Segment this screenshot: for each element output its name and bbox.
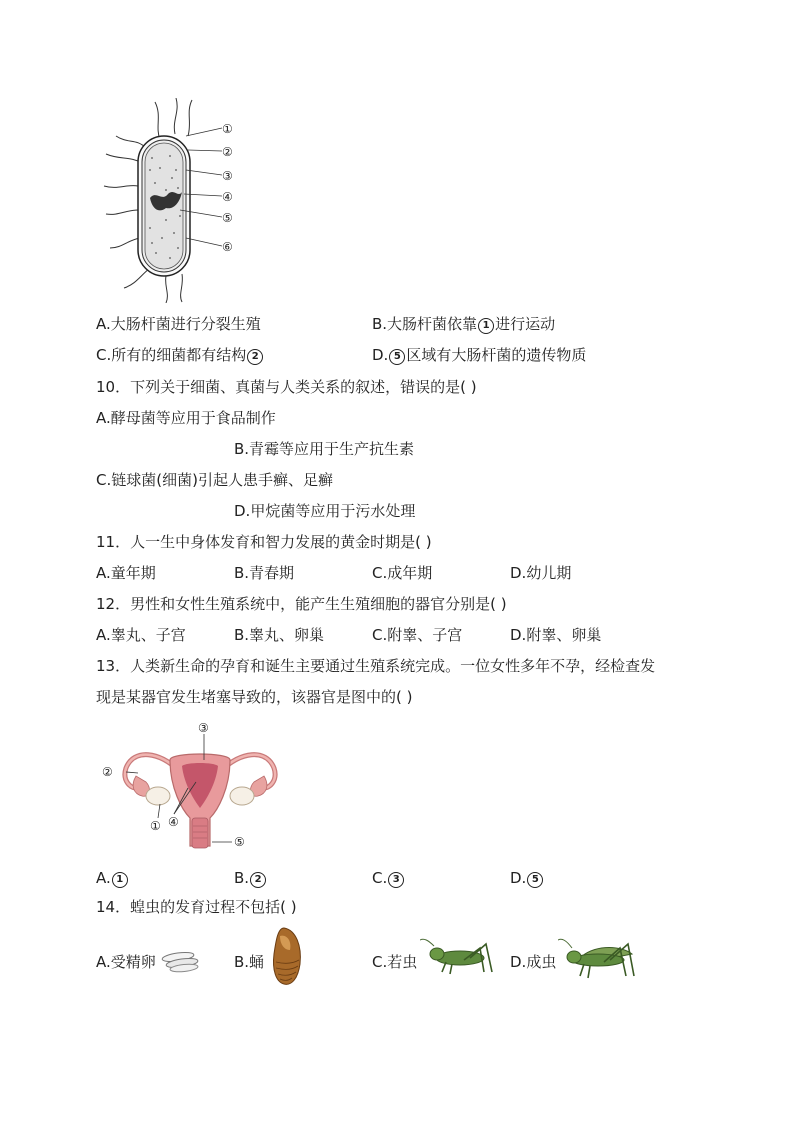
q9-option-b-post: 进行运动 (495, 315, 556, 333)
q13-option-a-label: A. (96, 869, 111, 887)
q10-stem: 10．下列关于细菌、真菌与人类关系的叙述，错误的是( ) (96, 378, 477, 396)
q9-option-d-post: 区域有大肠杆菌的遗传物质 (406, 346, 587, 364)
q13-option-d-label: D. (510, 869, 527, 887)
q11-option-b: B.青春期 (234, 564, 295, 582)
circled-number: 3 (388, 872, 404, 888)
circled-number: 1 (478, 318, 494, 334)
adult-locust-icon (558, 938, 638, 980)
circled-number: 2 (247, 349, 263, 365)
q11-stem: 11．人一生中身体发育和智力发展的黄金时期是( ) (96, 533, 432, 551)
q12-stem: 12．男性和女性生殖系统中，能产生生殖细胞的器官分别是( ) (96, 595, 507, 613)
circled-number: 5 (527, 872, 543, 888)
q9-option-d (372, 345, 586, 365)
ovary-label-1: ① (150, 819, 161, 833)
q13-option-a (96, 868, 129, 888)
q13-stem-line1: 13．人类新生命的孕育和诞生主要通过生殖系统完成。一位女性多年不孕，经检查发 (96, 657, 656, 675)
vagina-label-5: ⑤ (234, 835, 245, 849)
q12-option-d: D.附睾、卵巢 (510, 626, 602, 644)
uterus-label-3: ③ (198, 721, 209, 735)
bacterium-label-5: ⑤ (222, 211, 233, 225)
q12-option-a: A.睾丸、子宫 (96, 626, 186, 644)
circled-number: 5 (389, 349, 405, 365)
female-reproductive-diagram (100, 718, 300, 856)
q9-option-b (372, 314, 555, 334)
bacterium-diagram (100, 98, 250, 303)
q9-option-a: A.大肠杆菌进行分裂生殖 (96, 315, 261, 333)
q9-option-b-pre: B.大肠杆菌依靠 (372, 315, 478, 333)
q11-option-c: C.成年期 (372, 564, 433, 582)
q14-option-c: C.若虫 (372, 953, 418, 971)
pupa-icon (268, 926, 304, 988)
bacterium-label-3: ③ (222, 169, 233, 183)
q13-option-c-label: C. (372, 869, 388, 887)
circled-number: 2 (250, 872, 266, 888)
q14-option-b: B.蛹 (234, 953, 265, 971)
q13-option-b-label: B. (234, 869, 250, 887)
q14-option-d: D.成虫 (510, 953, 557, 971)
nymph-icon (420, 938, 494, 976)
q14-option-a: A.受精卵 (96, 953, 156, 971)
q13-option-d (510, 868, 544, 888)
q10-option-a: A.酵母菌等应用于食品制作 (96, 409, 276, 427)
q9-option-c-pre: C.所有的细菌都有结构 (96, 346, 247, 364)
q11-option-d: D.幼儿期 (510, 564, 572, 582)
q12-option-b: B.睾丸、卵巢 (234, 626, 325, 644)
bacterium-label-1: ① (222, 122, 233, 136)
q9-option-c (96, 345, 264, 365)
q11-option-a: A.童年期 (96, 564, 156, 582)
q10-option-b: B.青霉等应用于生产抗生素 (234, 440, 415, 458)
q9-option-d-pre: D. (372, 346, 389, 364)
bacterium-label-6: ⑥ (222, 240, 233, 254)
q10-option-c: C.链球菌(细菌)引起人患手癣、足癣 (96, 471, 333, 489)
q13-option-b (234, 868, 267, 888)
q10-option-d: D.甲烷菌等应用于污水处理 (234, 502, 416, 520)
q13-option-c (372, 868, 405, 888)
q14-stem: 14．蝗虫的发育过程不包括( ) (96, 898, 297, 916)
q12-option-c: C.附睾、子宫 (372, 626, 463, 644)
oviduct-label-2: ② (102, 765, 113, 779)
bacterium-label-2: ② (222, 145, 233, 159)
label-4: ④ (168, 815, 179, 829)
bacterium-label-4: ④ (222, 190, 233, 204)
q13-stem-line2: 现是某器官发生堵塞导致的，该器官是图中的( ) (96, 688, 413, 706)
egg-icon (160, 948, 202, 974)
circled-number: 1 (112, 872, 128, 888)
